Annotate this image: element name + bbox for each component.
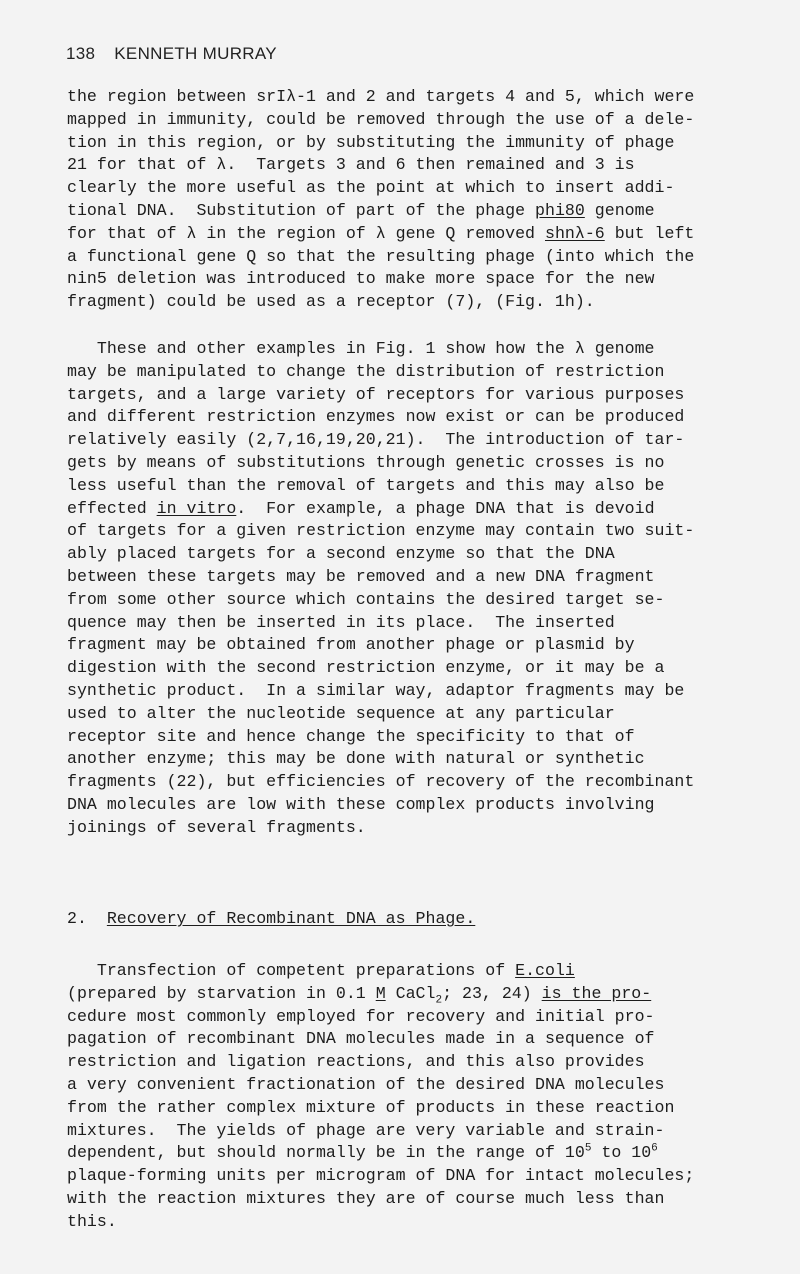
- text-line: nin5 deletion was introduced to make more space for the new: [67, 269, 655, 289]
- text-line: the region between srIλ-1 and 2 and targets 4 and 5, which were: [67, 87, 695, 106]
- text-span: Transfection of competent preparations of: [67, 961, 516, 980]
- text-span: CaCl: [385, 983, 436, 1003]
- text-line: relatively easily (2,7,16,19,20,21). The introduction of tar-: [67, 430, 685, 450]
- text-line: a functional gene Q so that the resulting phage (into which the: [67, 246, 695, 266]
- section-heading: [67, 908, 767, 931]
- text-line: [67, 983, 767, 1006]
- paragraph-2: [67, 338, 767, 840]
- text-span: tional DNA. Substitution of part of the phage: [67, 200, 536, 220]
- heading-line: [67, 908, 767, 931]
- text-line: digestion with the second restriction enzyme, or it may be a: [67, 658, 665, 678]
- text-line: another enzyme; this may be done with natural or synthetic: [67, 749, 645, 769]
- text-line: of targets for a given restriction enzyme may contain two suit-: [67, 521, 695, 541]
- text-span: ; 23, 24): [442, 983, 542, 1003]
- text-line: mixtures. The yields of phage are very variable and strain-: [67, 1120, 665, 1140]
- text-line: tion in this region, or by substituting the immunity of phage: [67, 132, 675, 152]
- text-line: this.: [67, 1211, 117, 1231]
- text-line: used to alter the nucleotide sequence at any particular: [67, 703, 615, 723]
- text-line: a very convenient fractionation of the desired DNA molecules: [67, 1074, 665, 1094]
- text-span: for that of λ in the region of λ gene Q removed: [67, 223, 545, 243]
- text-line: targets, and a large variety of receptors for various purposes: [67, 384, 685, 404]
- text-line: gets by means of substitutions through genetic crosses is no: [67, 452, 665, 472]
- running-title: KENNETH MURRAY: [114, 44, 277, 63]
- text-line: joinings of several fragments.: [67, 817, 366, 837]
- text-span: genome: [584, 200, 655, 220]
- text-line: ably placed targets for a second enzyme so that the DNA: [67, 544, 615, 564]
- text-span: but left: [604, 223, 695, 243]
- text-line: clearly the more useful as the point at which to insert addi-: [67, 178, 675, 198]
- text-line: plaque-forming units per microgram of DNA for intact molecules;: [67, 1166, 695, 1186]
- text-line: 21 for that of λ. Targets 3 and 6 then remained and 3 is: [67, 155, 635, 175]
- text-line: synthetic product. In a similar way, adaptor fragments may be: [67, 680, 685, 700]
- text-line: fragments (22), but efficiencies of recovery of the recombinant: [67, 772, 695, 792]
- underlined-term: phi80: [535, 200, 585, 220]
- section-title: Recovery of Recombinant DNA as Phage.: [106, 909, 476, 928]
- page-header: [66, 44, 277, 64]
- text-line: with the reaction mixtures they are of course much less than: [67, 1188, 665, 1208]
- text-line: [67, 200, 767, 223]
- text-span: to 10: [591, 1143, 652, 1163]
- text-line: between these targets may be removed and a new DNA fragment: [67, 566, 655, 586]
- text-line: less useful than the removal of targets and this may also be: [67, 475, 665, 495]
- text-span: dependent, but should normally be in the range of 10: [67, 1143, 585, 1163]
- text-line: and different restriction enzymes now exist or can be produced: [67, 407, 685, 427]
- text-line: pagation of recombinant DNA molecules made in a sequence of: [67, 1029, 655, 1049]
- text-line: fragment) could be used as a receptor (7), (Fig. 1h).: [67, 292, 595, 312]
- text-line: cedure most commonly employed for recovery and initial pro-: [67, 1006, 655, 1026]
- superscript: 6: [651, 1142, 658, 1155]
- paragraph-3: [67, 960, 767, 1234]
- text-line: [67, 498, 767, 521]
- section-number: 2.: [67, 909, 87, 928]
- page-number: 138: [66, 44, 96, 63]
- text-span: effected: [67, 498, 157, 518]
- underlined-term: M: [375, 983, 386, 1003]
- text-line: from some other source which contains the desired target se-: [67, 589, 665, 609]
- text-line: receptor site and hence change the specificity to that of: [67, 726, 635, 746]
- text-line: mapped in immunity, could be removed through the use of a dele-: [67, 109, 695, 129]
- text-span: . For example, a phage DNA that is devoid: [236, 498, 655, 518]
- text-line: may be manipulated to change the distribution of restriction: [67, 361, 665, 381]
- text-line: fragment may be obtained from another phage or plasmid by: [67, 635, 635, 655]
- underlined-term: in vitro: [156, 498, 237, 518]
- text-line: [67, 1142, 767, 1165]
- paragraph-1: [67, 86, 767, 314]
- text-line: quence may then be inserted in its place. The inserted: [67, 612, 615, 632]
- underlined-term: E.coli: [515, 961, 575, 980]
- text-line: These and other examples in Fig. 1 show how the λ genome: [67, 339, 655, 358]
- text-line: [67, 960, 767, 983]
- underlined-span: is the pro-: [541, 983, 652, 1003]
- text-line: DNA molecules are low with these complex products involving: [67, 794, 655, 814]
- subscript: 2: [435, 994, 443, 1007]
- underlined-term: shnλ-6: [544, 223, 605, 243]
- text-line: restriction and ligation reactions, and this also provides: [67, 1052, 645, 1072]
- text-line: from the rather complex mixture of products in these reaction: [67, 1097, 675, 1117]
- superscript: 5: [584, 1142, 592, 1155]
- text-line: [67, 223, 767, 246]
- text-span: (prepared by starvation in 0.1: [67, 983, 376, 1003]
